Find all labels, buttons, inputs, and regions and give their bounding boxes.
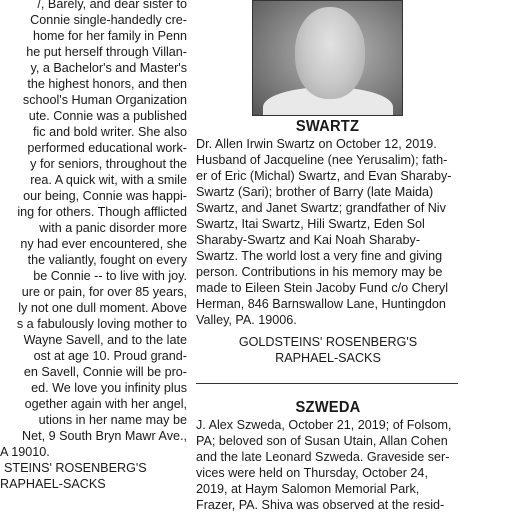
left-line: he put herself through Villan- xyxy=(26,45,187,59)
szweda-line: J. Alex Szweda, October 21, 2019; of Folsom, xyxy=(196,418,452,432)
left-line: the highest honors, and then xyxy=(27,77,187,91)
left-line: performed educational work- xyxy=(27,141,187,155)
left-line: ny had ever encountered, she xyxy=(20,237,187,251)
left-line: ute. Connie was a published xyxy=(28,109,187,123)
left-line: be Connie -- to live with joy. xyxy=(33,269,187,283)
szweda-line: vices were held on Thursday, October 24, xyxy=(196,466,428,480)
left-line: ly not one dull moment. Above xyxy=(18,301,187,315)
obituary-left-column xyxy=(0,0,187,512)
left-line: Wayne Savell, and to the late xyxy=(23,333,187,347)
left-line: /, Barely, and dear sister to xyxy=(37,0,187,11)
left-line: the valiantly, fought on every xyxy=(27,253,187,267)
left-line: ost at age 10. Proud grand- xyxy=(33,349,187,363)
szweda-line: and the late Leonard Szweda. Graveside ser- xyxy=(196,450,450,464)
left-line: en Savell, Connie will be pro- xyxy=(23,365,187,379)
swartz-line: made to Eileen Stein Jacoby Fund c/o Cheryl xyxy=(196,281,449,295)
left-line: y for seniors, throughout the xyxy=(30,157,187,171)
portrait-face xyxy=(295,7,365,99)
swartz-line: Dr. Allen Irwin Swartz on October 12, 2019. xyxy=(196,137,437,151)
left-line: ure or pain, for over 85 years, xyxy=(21,285,187,299)
left-line: fic and bold writer. She also xyxy=(32,125,187,139)
swartz-line: er of Eric (Michal) Swartz, and Evan Sharaby- xyxy=(196,169,452,183)
left-line: with a panic disorder more xyxy=(39,221,187,235)
left-line: school's Human Organization xyxy=(22,93,187,107)
swartz-funeral-home-line1: GOLDSTEINS' ROSENBERG'S xyxy=(238,335,418,349)
swartz-line: Herman, 846 Barnswallow Lane, Huntingdon xyxy=(196,297,446,311)
swartz-line: Swartz. The world lost a very fine and giving xyxy=(196,249,443,263)
szweda-line: PA; beloved son of Susan Utain, Allan Cohen xyxy=(196,434,448,448)
left-line: utions in her name may be xyxy=(38,413,187,427)
swartz-line: Swartz, and Janet Swartz; grandfather of Niv xyxy=(196,201,446,215)
obituary-heading-swartz: SWARTZ xyxy=(295,118,360,135)
left-line: y, a Bachelor's and Master's xyxy=(30,61,187,75)
swartz-line: person. Contributions in his memory may be xyxy=(196,265,443,279)
left-line: Connie single-handedly cre- xyxy=(30,13,187,27)
left-line: rea. A quick wit, with a smile xyxy=(30,173,187,187)
obituary-heading-szweda: SZWEDA xyxy=(295,399,361,416)
swartz-line: Sharaby-Swartz and Kai Noah Sharaby- xyxy=(196,233,421,247)
left-line: ogether again with her angel, xyxy=(24,397,187,411)
portrait-photo xyxy=(252,0,403,116)
section-divider xyxy=(196,383,458,384)
left-line: Net, 9 South Bryn Mawr Ave., xyxy=(22,429,187,443)
swartz-line: Valley, PA. 19006. xyxy=(196,313,297,327)
szweda-line: Frazer, PA. Shiva was observed at the resid- xyxy=(196,498,445,512)
left-funeral-home-line: STEINS' ROSENBERG'S xyxy=(4,461,147,475)
swartz-line: Swartz, Itai Swartz, Hili Swartz, Eden Sol xyxy=(196,217,425,231)
left-line: A 19010. xyxy=(0,445,50,459)
swartz-line: Husband of Jacqueline (nee Yerusalim); fath- xyxy=(196,153,448,167)
szweda-line: 2019, at Haym Salomon Memorial Park, xyxy=(196,482,420,496)
left-line: s a fabulously loving mother to xyxy=(16,317,187,331)
left-line: our being, Connie was happi- xyxy=(23,189,187,203)
left-line: home for her family in Penn xyxy=(33,29,187,43)
swartz-line: Swartz (Sari); brother of Barry (late Maida) xyxy=(196,185,434,199)
left-funeral-home-line: RAPHAEL-SACKS xyxy=(0,477,106,491)
swartz-funeral-home-line2: RAPHAEL-SACKS xyxy=(275,351,381,365)
left-line: ed. We love you infinity plus xyxy=(31,381,187,395)
left-line: ing for others. Though afflicted xyxy=(17,205,187,219)
